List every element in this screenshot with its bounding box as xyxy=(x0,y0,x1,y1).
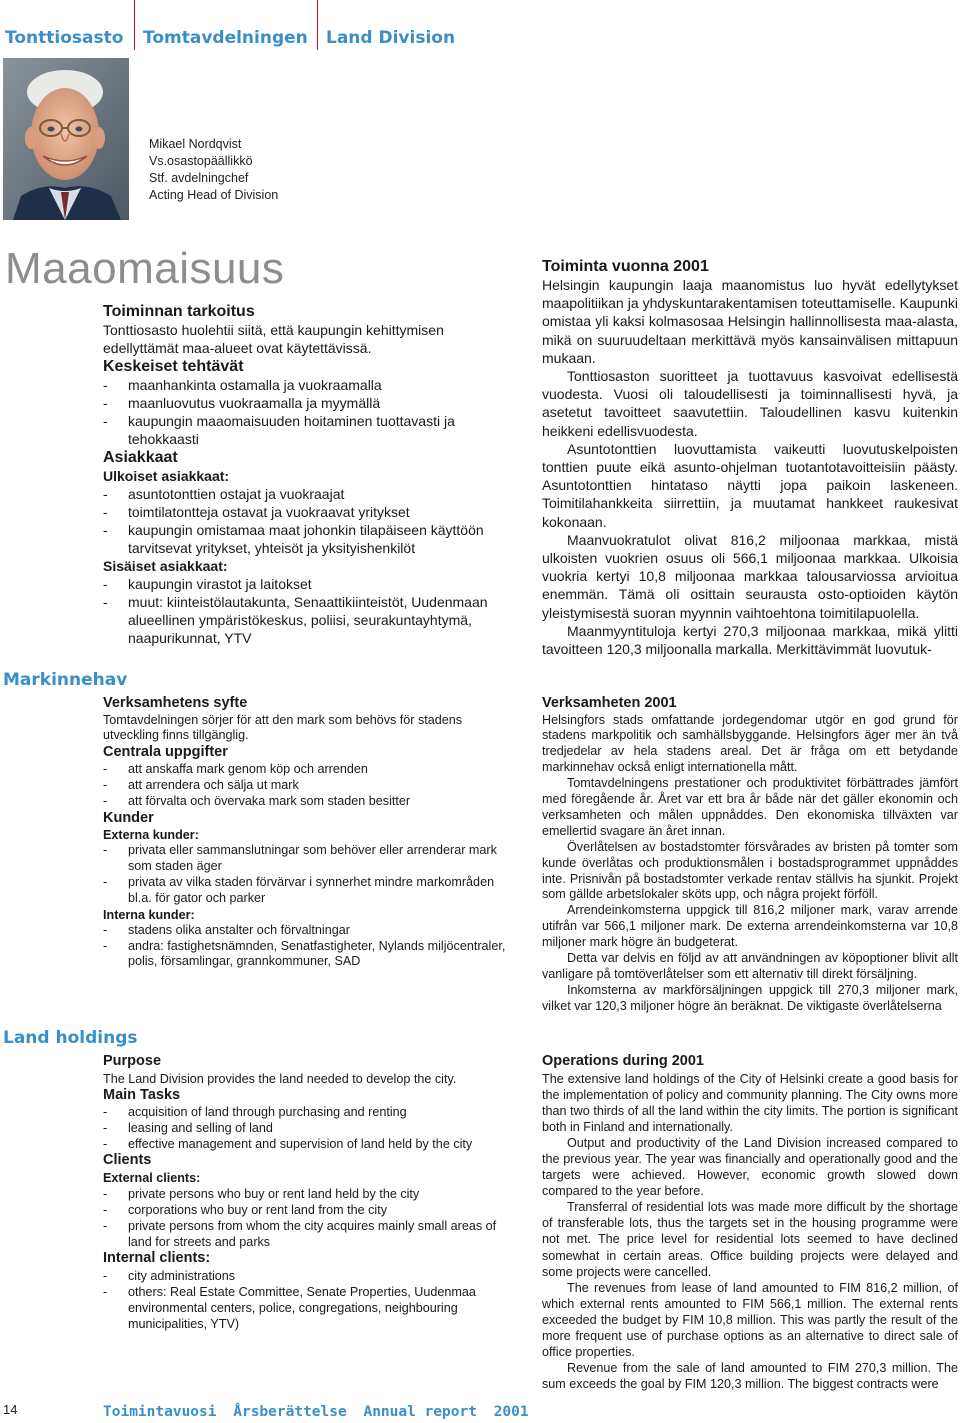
footer-year: 2001 xyxy=(493,1404,529,1420)
person-title-sv: Stf. avdelningchef xyxy=(149,171,249,185)
section-title-fi: Maaomaisuus xyxy=(5,244,285,293)
sv-tasks-heading: Centrala uppgifter xyxy=(103,744,228,761)
list-item: - private persons who buy or rent land held by the city xyxy=(103,1186,521,1202)
list-item: - city administrations xyxy=(103,1268,521,1284)
section-title-en: Land holdings xyxy=(3,1028,138,1048)
page-number: 14 xyxy=(3,1402,18,1417)
list-item: - toimtilatontteja ostavat ja vuokraavat yritykset xyxy=(103,503,521,521)
sv-right-column xyxy=(542,695,958,1015)
sv-operations-p5: Detta var delvis en följd av att användningen av köpoptioner blivit allt vanligare på tomtöverlåtelser som ett alternativ till direkt försäljning. xyxy=(542,951,958,981)
sv-left-column xyxy=(103,695,521,970)
list-item: - privata eller sammanslutningar som behöver eller arrenderar mark som staden äger xyxy=(103,843,521,875)
en-right-column xyxy=(542,1053,958,1392)
fi-purpose-heading: Toiminnan tarkoitus xyxy=(103,303,255,320)
sv-external-list xyxy=(103,843,521,907)
en-left-column xyxy=(103,1053,521,1332)
header-separator xyxy=(134,0,135,50)
list-item: - asuntotonttien ostajat ja vuokraajat xyxy=(103,485,521,503)
fi-operations-p4: Maanvuokratulot olivat 816,2 miljoonaa markkaa, mistä ulkoisten vuokrien osuus oli 566,1 miljoonaa markkaa. Ulkoisia vuokria kertyi 10,8 miljoonaa markkaa talousarviossa arvioitua enemmän. Tämä oli osittain seurausta osto-optioiden käytön yleistymisestä suoran myynnin vaihtoehtona toimitilapuolella. xyxy=(542,531,958,621)
sv-operations-heading: Verksamheten 2001 xyxy=(542,695,677,711)
en-operations-heading: Operations during 2001 xyxy=(542,1053,704,1069)
portrait-caption xyxy=(149,136,278,204)
list-item: - maanluovutus vuokraamalla ja myymällä xyxy=(103,394,521,412)
sv-internal-list xyxy=(103,923,521,971)
sv-clients-heading: Kunder xyxy=(103,809,154,826)
person-title-en: Acting Head of Division xyxy=(149,188,279,202)
list-item: - att arrendera och sälja ut mark xyxy=(103,778,521,794)
list-item: - stadens olika anstalter och förvaltningar xyxy=(103,923,521,939)
list-item: - effective management and supervision of land held by the city xyxy=(103,1136,521,1152)
fi-tasks-heading: Keskeiset tehtävät xyxy=(103,358,244,375)
fi-internal-heading: Sisäiset asiakkaat: xyxy=(103,558,228,574)
fi-external-heading: Ulkoiset asiakkaat: xyxy=(103,468,230,484)
list-item: - att förvalta och övervaka mark som staden besitter xyxy=(103,794,521,810)
header-separator xyxy=(317,0,318,50)
en-operations-p5: Revenue from the sale of land amounted to FIM 270,3 million. The sum exceeds the goal by FIM 120,3 million. The biggest contracts were xyxy=(542,1361,958,1392)
list-item: - andra: fastighetsnämnden, Senatfastigheter, Nylands miljöcentraler, polis, församlingar, grannkommuner, SAD xyxy=(103,939,521,971)
en-external-list xyxy=(103,1186,521,1250)
en-internal-list xyxy=(103,1268,521,1332)
section-title-sv: Markinnehav xyxy=(3,670,128,690)
en-operations-p2: Output and productivity of the Land Division increased compared to the previous year. The year was financially and operationally good and the targets were achieved. However, economic growth slowed down compared to the year before. xyxy=(542,1135,958,1199)
list-item: - privata av vilka staden förvärvar i synnerhet mindre markområden bl.a. för gator och parker xyxy=(103,875,521,907)
header-sv: Tomtavdelningen xyxy=(143,28,308,48)
footer-sv: Årsberättelse xyxy=(233,1404,347,1420)
list-item: - kaupungin maaomaisuuden hoitaminen tuottavasti ja tehokkaasti xyxy=(103,412,521,448)
fi-operations-heading: Toiminta vuonna 2001 xyxy=(542,258,709,275)
list-item: - others: Real Estate Committee, Senate Properties, Uudenmaa environmental centers, police, congregations, neighbouring municipalities, YTV) xyxy=(103,1284,521,1332)
header-en: Land Division xyxy=(326,28,456,48)
list-item: - maanhankinta ostamalla ja vuokraamalla xyxy=(103,376,521,394)
en-internal-heading: Internal clients: xyxy=(103,1250,211,1267)
sv-tasks-list xyxy=(103,762,521,810)
en-operations-p3: Transferral of residential lots was made more difficult by the shortage of transferable lots, thus the targets set in the housing programme were not met. The price level for residential lots seemed to have declined somewhat in certain areas. Office building projects were delayed and some projects were cancelled. xyxy=(542,1200,958,1279)
sv-operations-p1: Helsingfors stads omfattande jordegendomar utgör en god grund för stadens markpolitik och samhällsbyggande. Helsingfors äger mer än två tredjedelar av hela stadens areal. Det är fråga om ett betydande markinnehav också enligt internationella mått. xyxy=(542,712,958,775)
list-item: - acquisition of land through purchasing and renting xyxy=(103,1104,521,1120)
en-operations-p4: The revenues from lease of land amounted to FIM 816,2 million, of which external rents amounted to FIM 566,1 million. The external rents exceeded the budget by FIM 10,8 million. This was partly the result of the more frequent use of purchase options as an alternative to direct sale of office properties. xyxy=(542,1280,958,1360)
list-item: - kaupungin omistamaa maat johonkin tilapäiseen käyttöön tarvitsevat yritykset, yhteisöt ja yksityishenkilöt xyxy=(103,521,521,557)
en-operations-p1: The extensive land holdings of the City of Helsinki create a good basis for the implementation of policy and community planning. The City owns more than two thirds of all the land within the city limits. The portion is significant both in Finland and internationally. xyxy=(542,1071,958,1134)
list-item: - corporations who buy or rent land from the city xyxy=(103,1202,521,1218)
fi-operations-p5: Maanmyyntituloja kertyi 270,3 miljoonaa markkaa, mikä ylitti tavoitteen 120,3 miljoonalla markalla. Merkittävimmät luovutuk- xyxy=(542,622,958,658)
en-external-heading: External clients: xyxy=(103,1170,201,1185)
en-purpose-text: The Land Division provides the land needed to develop the city. xyxy=(103,1071,457,1086)
sv-purpose-text: Tomtavdelningen sörjer för att den mark som behövs för stadens utveckling finns tillgänglig. xyxy=(103,712,463,743)
fi-internal-list xyxy=(103,575,521,647)
portrait-photo xyxy=(3,58,129,220)
list-item: - att anskaffa mark genom köp och arrenden xyxy=(103,762,521,778)
en-clients-heading: Clients xyxy=(103,1152,152,1169)
header-fi: Tonttiosasto xyxy=(5,28,124,48)
sv-operations-p6: Inkomsterna av markförsäljningen uppgick till 270,3 miljoner mark, vilket var 120,3 miljoner högre än beräknat. De viktigaste överlåtelserna xyxy=(542,982,958,1013)
person-title-fi: Vs.osastopäällikkö xyxy=(149,154,253,168)
fi-operations-p3: Asuntotonttien luovuttamista vaikeutti luovutuskelpoisten tonttien puute eikä asunto-ohjelman tuotantotavoitteisiin päästy. Asuntotonttien hintataso näytti jopa paikoin laskeneen. Toimitilahankkeita siirrettiin, ja muutamat hankkeet raukesivat kokonaan. xyxy=(542,440,958,530)
sv-external-heading: Externa kunder: xyxy=(103,828,199,843)
sv-operations-p2: Tomtavdelningens prestationer och produktivitet förbättrades jämfört med föregående år. Året var ett bra år både när det gäller ekonomin och verksamheten och målen uppnåddes. Den ekonomiska tillväxten var emellertid svagare än året innan. xyxy=(542,776,958,838)
fi-purpose-text: Tonttiosasto huolehtii siitä, että kaupungin kehittymisen edellyttämät maa-alueet ovat käytettävissä. xyxy=(103,322,444,356)
person-name: Mikael Nordqvist xyxy=(149,137,242,151)
list-item: - muut: kiinteistölautakunta, Senaattikiinteistöt, Uudenmaan alueellinen ympäristökeskus, poliisi, seurakuntayhtymä, naapurikunnat, YTV xyxy=(103,593,521,647)
footer-en: Annual report xyxy=(363,1404,477,1420)
list-item: - leasing and selling of land xyxy=(103,1120,521,1136)
fi-right-column xyxy=(542,257,958,658)
footer-title xyxy=(103,1404,529,1420)
en-purpose-heading: Purpose xyxy=(103,1053,162,1069)
fi-left-column xyxy=(103,302,521,647)
sv-internal-heading: Interna kunder: xyxy=(103,907,195,922)
en-tasks-list xyxy=(103,1104,521,1152)
sv-operations-p3: Överlåtelsen av bostadstomter försvårades av bristen på tomter som kunde överlåtas och produktionsmålen i bostadsprogrammet uppnåddes inte. Prisnivån på bostadstomter verkade rentav ställvis ha sjunkit. Projekt som gällde arbetslokaler sköts upp, och några projekt förföll. xyxy=(542,839,958,902)
fi-tasks-list xyxy=(103,376,521,448)
fi-operations-p2: Tonttiosaston suoritteet ja tuottavuus kasvoivat edellisestä vuodesta. Vuosi oli taloudellisesti ja toiminnallisesti hyvä, ja asetetut tavoitteet saavutettiin. Taloudellinen kasvu kuitenkin heikkeni edellisvuodesta. xyxy=(542,368,958,439)
fi-operations-p1: Helsingin kaupungin laaja maanomistus luo hyvät edellytykset maapolitiikan ja yhdyskuntarakentamisen toteuttamiselle. Kaupunki omistaa yli kaksi kolmasosaa Helsingin hallinnollisesta maa-alasta, mikä on suuruudeltaan merkittävä myös kansainvälisen mittapuun mukaan. xyxy=(542,277,958,366)
list-item: - kaupungin virastot ja laitokset xyxy=(103,575,521,593)
fi-external-list xyxy=(103,485,521,557)
footer-fi: Toimintavuosi xyxy=(103,1404,217,1420)
fi-clients-heading: Asiakkaat xyxy=(103,449,178,466)
en-tasks-heading: Main Tasks xyxy=(103,1086,181,1103)
sv-purpose-heading: Verksamhetens syfte xyxy=(103,695,248,711)
list-item: - private persons from whom the city acquires mainly small areas of land for streets and parks xyxy=(103,1218,521,1250)
sv-operations-p4: Arrendeinkomsterna uppgick till 816,2 miljoner mark, varav arrende utifrån var 566,1 miljoner mark. De externa arrendeinkomsterna var 10,8 miljoner mark högre än budgeterat. xyxy=(542,903,958,950)
